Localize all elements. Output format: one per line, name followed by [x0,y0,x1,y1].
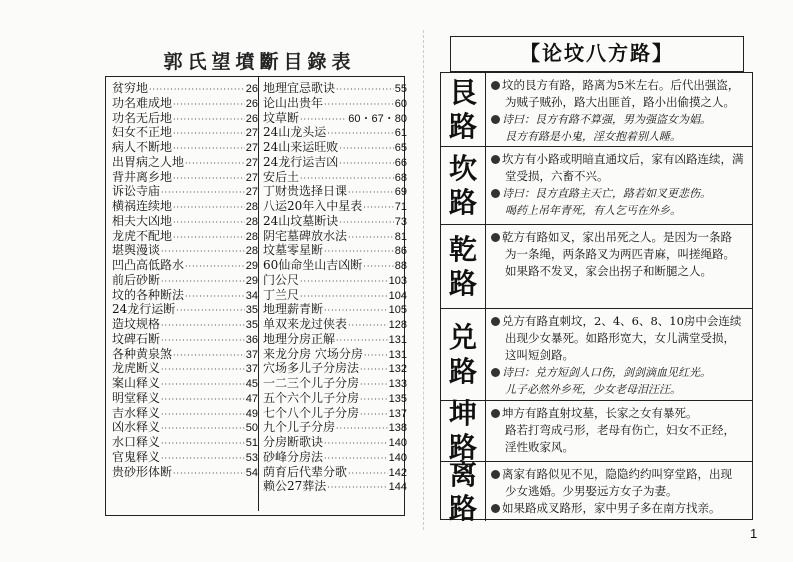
toc-leader-dots [348,319,388,334]
bullet-icon [491,233,500,242]
toc-entry-title: 堪舆漫谈 [112,243,161,258]
toc-leader-dots [360,363,388,378]
toc-entry-page: 69 [394,186,407,199]
toc-leader-dots [339,157,393,172]
toc-entry-title: 门公尺 [263,272,300,287]
toc-entry-title: 妇女不正地 [112,125,173,140]
section-line-text: 堂受损，六畜不兴。 [505,169,609,183]
toc-entry [263,347,407,362]
section-line-text: 兑方有路直刺坟，2、4、6、8、10房中会连续 [502,314,742,328]
toc-entry [263,361,407,376]
section-line [491,229,746,246]
toc-leader-dots [360,393,388,408]
toc-entry-page: 60 [394,97,407,110]
section-line [491,263,746,280]
toc-leader-dots [348,467,388,482]
toc-entry [263,229,407,244]
toc-entry-page: 47 [245,392,258,405]
toc-entry [112,214,258,229]
toc-leader-dots [324,437,388,452]
toc-leader-dots [339,216,393,231]
toc-entry-title: 地理分房正解 [263,331,336,346]
toc-entry [112,347,258,362]
toc-entry-page: 49 [245,407,258,420]
toc-entry [112,465,258,480]
section-line-text: 喝药上吊年青死，有人乞丐在外乡。 [505,204,681,217]
toc-entry-page: 144 [388,481,407,494]
toc-leader-dots [161,363,245,378]
section-line-text: 出现少女暴死。如路形宽大，女儿满堂受损， [505,331,735,345]
section-text [491,77,746,145]
toc-entry-title: 贵砂形体断 [112,464,173,479]
toc-entry-page: 86 [394,245,407,258]
toc-entry [112,288,258,303]
toc-entry-page: 138 [388,422,407,435]
bullet-icon [491,115,500,124]
section-label-char: 路 [448,354,477,388]
section-line-text: 诗曰：艮方有路不算强，男为强盗女为娼。 [502,113,711,126]
section-line [491,168,746,185]
section-line-text: 坎方有小路或明暗直通坟后，家有凶路连续，满 [502,152,744,166]
toc-leader-dots [324,98,394,113]
toc-entry [263,450,407,465]
toc-entry-page: 131 [388,333,407,346]
toc-entry-page: 131 [388,348,407,361]
section-label-char: 路 [448,266,477,300]
toc-entry-page: 29 [245,260,258,272]
section-line [491,466,746,483]
toc-entry-page: 36 [245,333,258,346]
toc-leader-dots [173,231,245,246]
toc-entry-page: 26 [245,97,258,110]
toc-entry-page: 104 [388,289,407,302]
toc-entry-title: 一二三个儿子分房 [263,376,360,390]
toc-entry-title: 相夫大凶地 [112,213,173,228]
toc-entry-page: 28 [245,201,258,213]
toc-entry-page: 27 [245,186,258,199]
section-line [491,313,746,330]
toc-entry-page: 28 [245,245,258,258]
toc-entry [112,317,258,332]
bullet-icon [491,189,500,198]
section-line [491,483,746,500]
toc-entry-page: 27 [245,156,258,169]
section-line-text: 为贼子贼孙，路大出匪首，路小出偷摸之人。 [505,95,735,109]
toc-entry-page: 35 [245,304,258,317]
section-line-text: 少女逃婚。少男娶远方女子为妻。 [505,484,678,498]
toc-entry-page: 54 [245,466,258,479]
section-line-text: 这叫短剑路。 [505,348,574,362]
toc-leader-dots [161,437,245,452]
toc-entry-title: 龙虎不配地 [112,228,173,243]
toc-entry [112,96,258,111]
page-fold [423,30,424,530]
toc-entry-title: 24龙行运吉凶 [263,154,339,169]
toc-entry [112,420,258,435]
bullet-icon [491,504,500,513]
toc-entry [263,258,407,273]
section-line [491,422,746,439]
toc-entry-title: 贫穷地 [112,81,149,95]
toc-entry-page: 133 [388,378,407,390]
section-text [491,313,746,398]
toc-entry [263,420,407,435]
toc-entry-title: 各种黄泉煞 [112,346,173,361]
section-text [491,466,746,517]
toc-entry-page: 34 [245,289,258,302]
section-line [491,151,746,168]
toc-entry [263,155,407,170]
section-line-text: 坤方有路直射坟墓，长家之女有暴死。 [502,406,698,420]
toc-entry-page: 61 [394,127,407,140]
toc-entry-title: 24龙行运断 [112,302,176,317]
toc-entry [263,125,407,140]
toc-entry-title: 吉水释义 [112,405,161,420]
toc-entry-title: 地理宜忌歌诀 [263,81,336,95]
toc-entry-title: 功名难成地 [112,95,173,110]
toc-leader-dots [161,393,245,408]
direction-section [441,146,752,224]
section-line [491,500,746,517]
toc-entry [112,184,258,199]
toc-entry [112,376,258,391]
toc-entry-title: 地理薪青断 [263,302,324,317]
toc-title: 郭氏望墳斷目錄表 [163,51,356,73]
toc-leader-dots [161,334,245,349]
toc-entry-title: 水口释义 [112,435,161,449]
toc-leader-dots [185,290,245,305]
toc-entry-title: 七个八个儿子分房 [263,405,360,420]
section-line-text: 路若打弯成弓形，老母有伤亡，妇女不正经， [505,423,735,437]
direction-section [441,397,752,464]
toc-entry [263,302,407,317]
section-label-char: 艮 [448,75,477,109]
toc-entry [263,406,407,421]
toc-entry-title: 凶水释义 [112,420,161,435]
toc-leader-dots [173,172,245,187]
toc-entry [263,288,407,303]
toc-entry-page: 45 [245,378,258,390]
toc-entry [263,96,407,111]
section-line [491,111,746,128]
section-label-char: 路 [448,109,477,143]
toc-entry-title: 凹凸高低路水 [112,258,185,272]
toc-entry-title: 背井离乡地 [112,169,173,184]
section-line-text: 如果路成叉路形，家中男子多在南方找亲。 [502,501,721,515]
section-text [491,229,746,280]
toc-entry-page: 29 [245,274,258,287]
toc-entry [263,465,407,480]
toc-entry-title: 坟碑石断 [112,331,161,346]
toc-entry-page: 26 [245,112,258,125]
toc-leader-dots [173,201,245,216]
toc-entry-page: 27 [245,171,258,184]
toc-entry-page: 37 [245,348,258,361]
toc-entry-title: 分房断歌诀 [263,435,324,449]
toc-leader-dots [161,319,245,334]
toc-leader-dots [185,260,245,275]
toc-leader-dots [339,142,393,157]
toc-entry [112,332,258,347]
toc-entry-title: 砂峰分房法 [263,449,324,464]
toc-entry-title: 龙虎断义 [112,361,161,376]
toc-leader-dots [348,231,394,246]
toc-leader-dots [173,349,245,364]
toc-entry [112,258,258,273]
toc-column-2 [258,77,407,511]
toc-entry-page: 71 [394,201,407,213]
toc-entry [112,302,258,317]
toc-leader-dots [185,157,245,172]
toc-entry-title: 案山释义 [112,376,161,390]
toc-entry-page: 105 [388,304,407,317]
section-label [441,225,486,308]
toc-entry-page: 27 [245,127,258,140]
toc-entry-page: 142 [388,466,407,479]
toc-entry-title: 坟的各种断法 [112,287,185,302]
toc-entry-title: 九个儿子分房 [263,420,336,435]
toc-entry-page: 26 [245,83,258,95]
toc-entry [263,435,407,450]
toc-entry-page: 140 [388,437,407,449]
toc-leader-dots [161,408,245,423]
section-label [441,457,486,525]
section-line-text: 淫性败家风。 [505,440,574,454]
toc-leader-dots [176,304,244,319]
bullet-icon [491,470,500,479]
toc-entry-title: 24山来运旺败 [263,140,339,154]
toc-entry [112,111,258,126]
section-text [491,405,746,456]
toc-entry-title: 横祸连续地 [112,199,173,213]
toc-entry [263,479,407,494]
toc-entry [263,332,407,347]
toc-leader-dots [173,113,245,128]
toc-entry-title: 功名无后地 [112,110,173,125]
toc-entry-page: 51 [245,437,258,449]
section-line-text: 为一条绳，两条路叉为两匹青麻，叫搓绳路。 [505,247,735,261]
toc-leader-dots [360,378,388,393]
section-label [441,309,486,400]
section-label-char: 路 [448,431,477,464]
toc-entry-page: 88 [394,260,407,272]
toc-table [105,76,405,516]
toc-entry [263,111,407,126]
toc-leader-dots [161,186,245,201]
toc-entry [112,406,258,421]
toc-leader-dots [363,260,393,275]
toc-entry [112,199,258,214]
toc-entry [112,140,258,155]
direction-section [441,457,752,525]
toc-entry-title: 诉讼寺庙 [112,184,161,199]
section-line-text: 艮方有路是小鬼，淫女抱着别人睡。 [505,130,681,143]
toc-entry-title: 官鬼释义 [112,449,161,464]
toc-entry-title: 前后砂断 [112,272,161,287]
bullet-icon [491,81,500,90]
toc-leader-dots [161,378,245,393]
section-line-text: 离家有路似见不见，隐隐约约叫穿堂路，出现 [502,467,732,481]
section-label-char: 离 [448,457,477,491]
toc-entry [263,317,407,332]
section-line [491,405,746,422]
toc-leader-dots [173,216,245,231]
toc-leader-dots [161,422,245,437]
toc-leader-dots [360,408,388,423]
article-table [440,72,753,525]
toc-entry [263,273,407,288]
toc-leader-dots [336,83,394,98]
toc-entry-page: 60・67・80 [348,112,407,125]
toc-entry-title: 造坟规格 [112,317,161,331]
toc-leader-dots [336,422,388,437]
section-label-char: 坤 [448,397,477,430]
section-line [491,202,746,219]
toc-entry [112,155,258,170]
toc-entry [263,81,407,96]
section-line-text: 诗曰：艮方直路主天亡，路若如叉更悲伤。 [502,187,711,200]
toc-entry-page: 128 [388,319,407,331]
toc-entry [112,450,258,465]
toc-entry-title: 60仙命坐山吉凶断 [263,258,363,272]
section-line [491,94,746,111]
section-line [491,128,746,145]
toc-entry-page: 137 [388,407,407,420]
bullet-icon [491,409,500,418]
toc-leader-dots [363,201,393,216]
toc-entry-page: 37 [245,363,258,376]
section-text [491,151,746,219]
section-line [491,77,746,94]
toc-entry [112,170,258,185]
toc-entry-title: 24山龙头运 [263,125,327,140]
toc-entry-title: 安后土 [263,169,300,184]
toc-entry-page: 81 [394,230,407,243]
toc-entry [263,391,407,406]
toc-entry-title: 阴宅墓碑放水法 [263,228,348,243]
toc-entry [263,214,407,229]
toc-entry-title: 穴场多儿子分房法 [263,361,360,376]
direction-section [441,224,752,308]
toc-entry-title: 荫育后代辈分歌 [263,464,348,479]
article-title: 【论坟八方路】 [450,36,744,72]
toc-entry-title: 坟墓零星断 [263,243,324,258]
section-label [441,147,486,224]
toc-entry [112,243,258,258]
toc-entry-title: 丁兰尺 [263,287,300,302]
toc-entry [263,184,407,199]
section-line-text: 诗曰：兑方短剑人口伤，剑剑滴血见红光。 [502,366,711,379]
section-label-char: 兑 [448,320,477,354]
toc-entry [112,229,258,244]
toc-entry-page: 35 [245,319,258,331]
toc-entry [112,125,258,140]
section-line-text: 儿子必然外乡死，少女老母泪汪汪。 [505,383,681,396]
toc-entry-page: 132 [388,363,407,376]
section-line-text: 乾方有路如叉，家出吊死之人。是因为一条路 [502,230,732,244]
toc-column-1 [112,81,258,479]
toc-leader-dots [173,98,245,113]
toc-entry [112,435,258,450]
section-line [491,347,746,364]
toc-entry [263,199,407,214]
toc-entry [112,361,258,376]
toc-entry [263,376,407,391]
toc-entry-title: 丁财贵选择日课 [263,184,348,199]
toc-entry-page: 140 [388,451,407,464]
toc-entry-page: 65 [394,142,407,154]
toc-entry-title: 单双来龙过侠表 [263,317,348,331]
direction-section [441,73,752,146]
section-label-char: 路 [448,491,477,525]
section-label [441,73,486,146]
section-line [491,246,746,263]
toc-leader-dots [300,275,388,290]
toc-entry-title: 赖公27葬法 [263,479,327,494]
toc-leader-dots [173,127,245,142]
section-label-char: 坎 [448,151,477,185]
section-line-text: 如果路不发叉，家会出拐子和断腿之人。 [505,264,712,278]
toc-entry-title: 24山坟墓断诀 [263,213,339,228]
toc-entry-title: 八运20年入中星表 [263,199,363,213]
toc-entry [263,140,407,155]
section-label [441,397,486,464]
toc-entry-title: 来龙分房 穴场分房 [263,346,363,361]
toc-entry-title: 论山出贵年 [263,95,324,110]
page-number: 1 [750,526,758,541]
toc-entry [263,170,407,185]
section-line-text: 坟的艮方有路，路离为5米左右。后代出强盗， [502,78,740,92]
section-line [491,439,746,456]
toc-entry-page: 55 [394,83,407,95]
toc-entry-page: 28 [245,215,258,228]
toc-entry-title: 出胃病之人地 [112,154,185,169]
toc-entry [112,81,258,96]
toc-entry-title: 五个六个儿子分房 [263,390,360,405]
section-line [491,381,746,398]
toc-entry-page: 28 [245,230,258,243]
toc-leader-dots [161,452,245,467]
toc-entry-page: 135 [388,392,407,405]
section-label-char: 路 [448,185,477,219]
toc-entry-page: 27 [245,142,258,154]
bullet-icon [491,368,500,377]
toc-entry-title: 病人不断地 [112,140,173,154]
toc-entry [263,243,407,258]
bullet-icon [491,317,500,326]
toc-entry-page: 73 [394,215,407,228]
section-label-char: 乾 [448,232,477,266]
toc-entry [112,273,258,288]
toc-entry-page: 68 [394,171,407,184]
direction-section [441,308,752,400]
toc-entry-page: 53 [245,451,258,464]
toc-entry-title: 明堂释义 [112,390,161,405]
section-line [491,330,746,347]
toc-entry-page: 103 [388,274,407,287]
toc-entry-page: 50 [245,422,258,435]
toc-entry-title: 坟草断 [263,110,300,125]
toc-entry-page: 66 [394,156,407,169]
bullet-icon [491,155,500,164]
toc-leader-dots [364,349,388,364]
toc-leader-dots [173,467,245,482]
toc-entry [112,391,258,406]
toc-leader-dots [327,481,387,496]
section-line [491,185,746,202]
section-line [491,364,746,381]
